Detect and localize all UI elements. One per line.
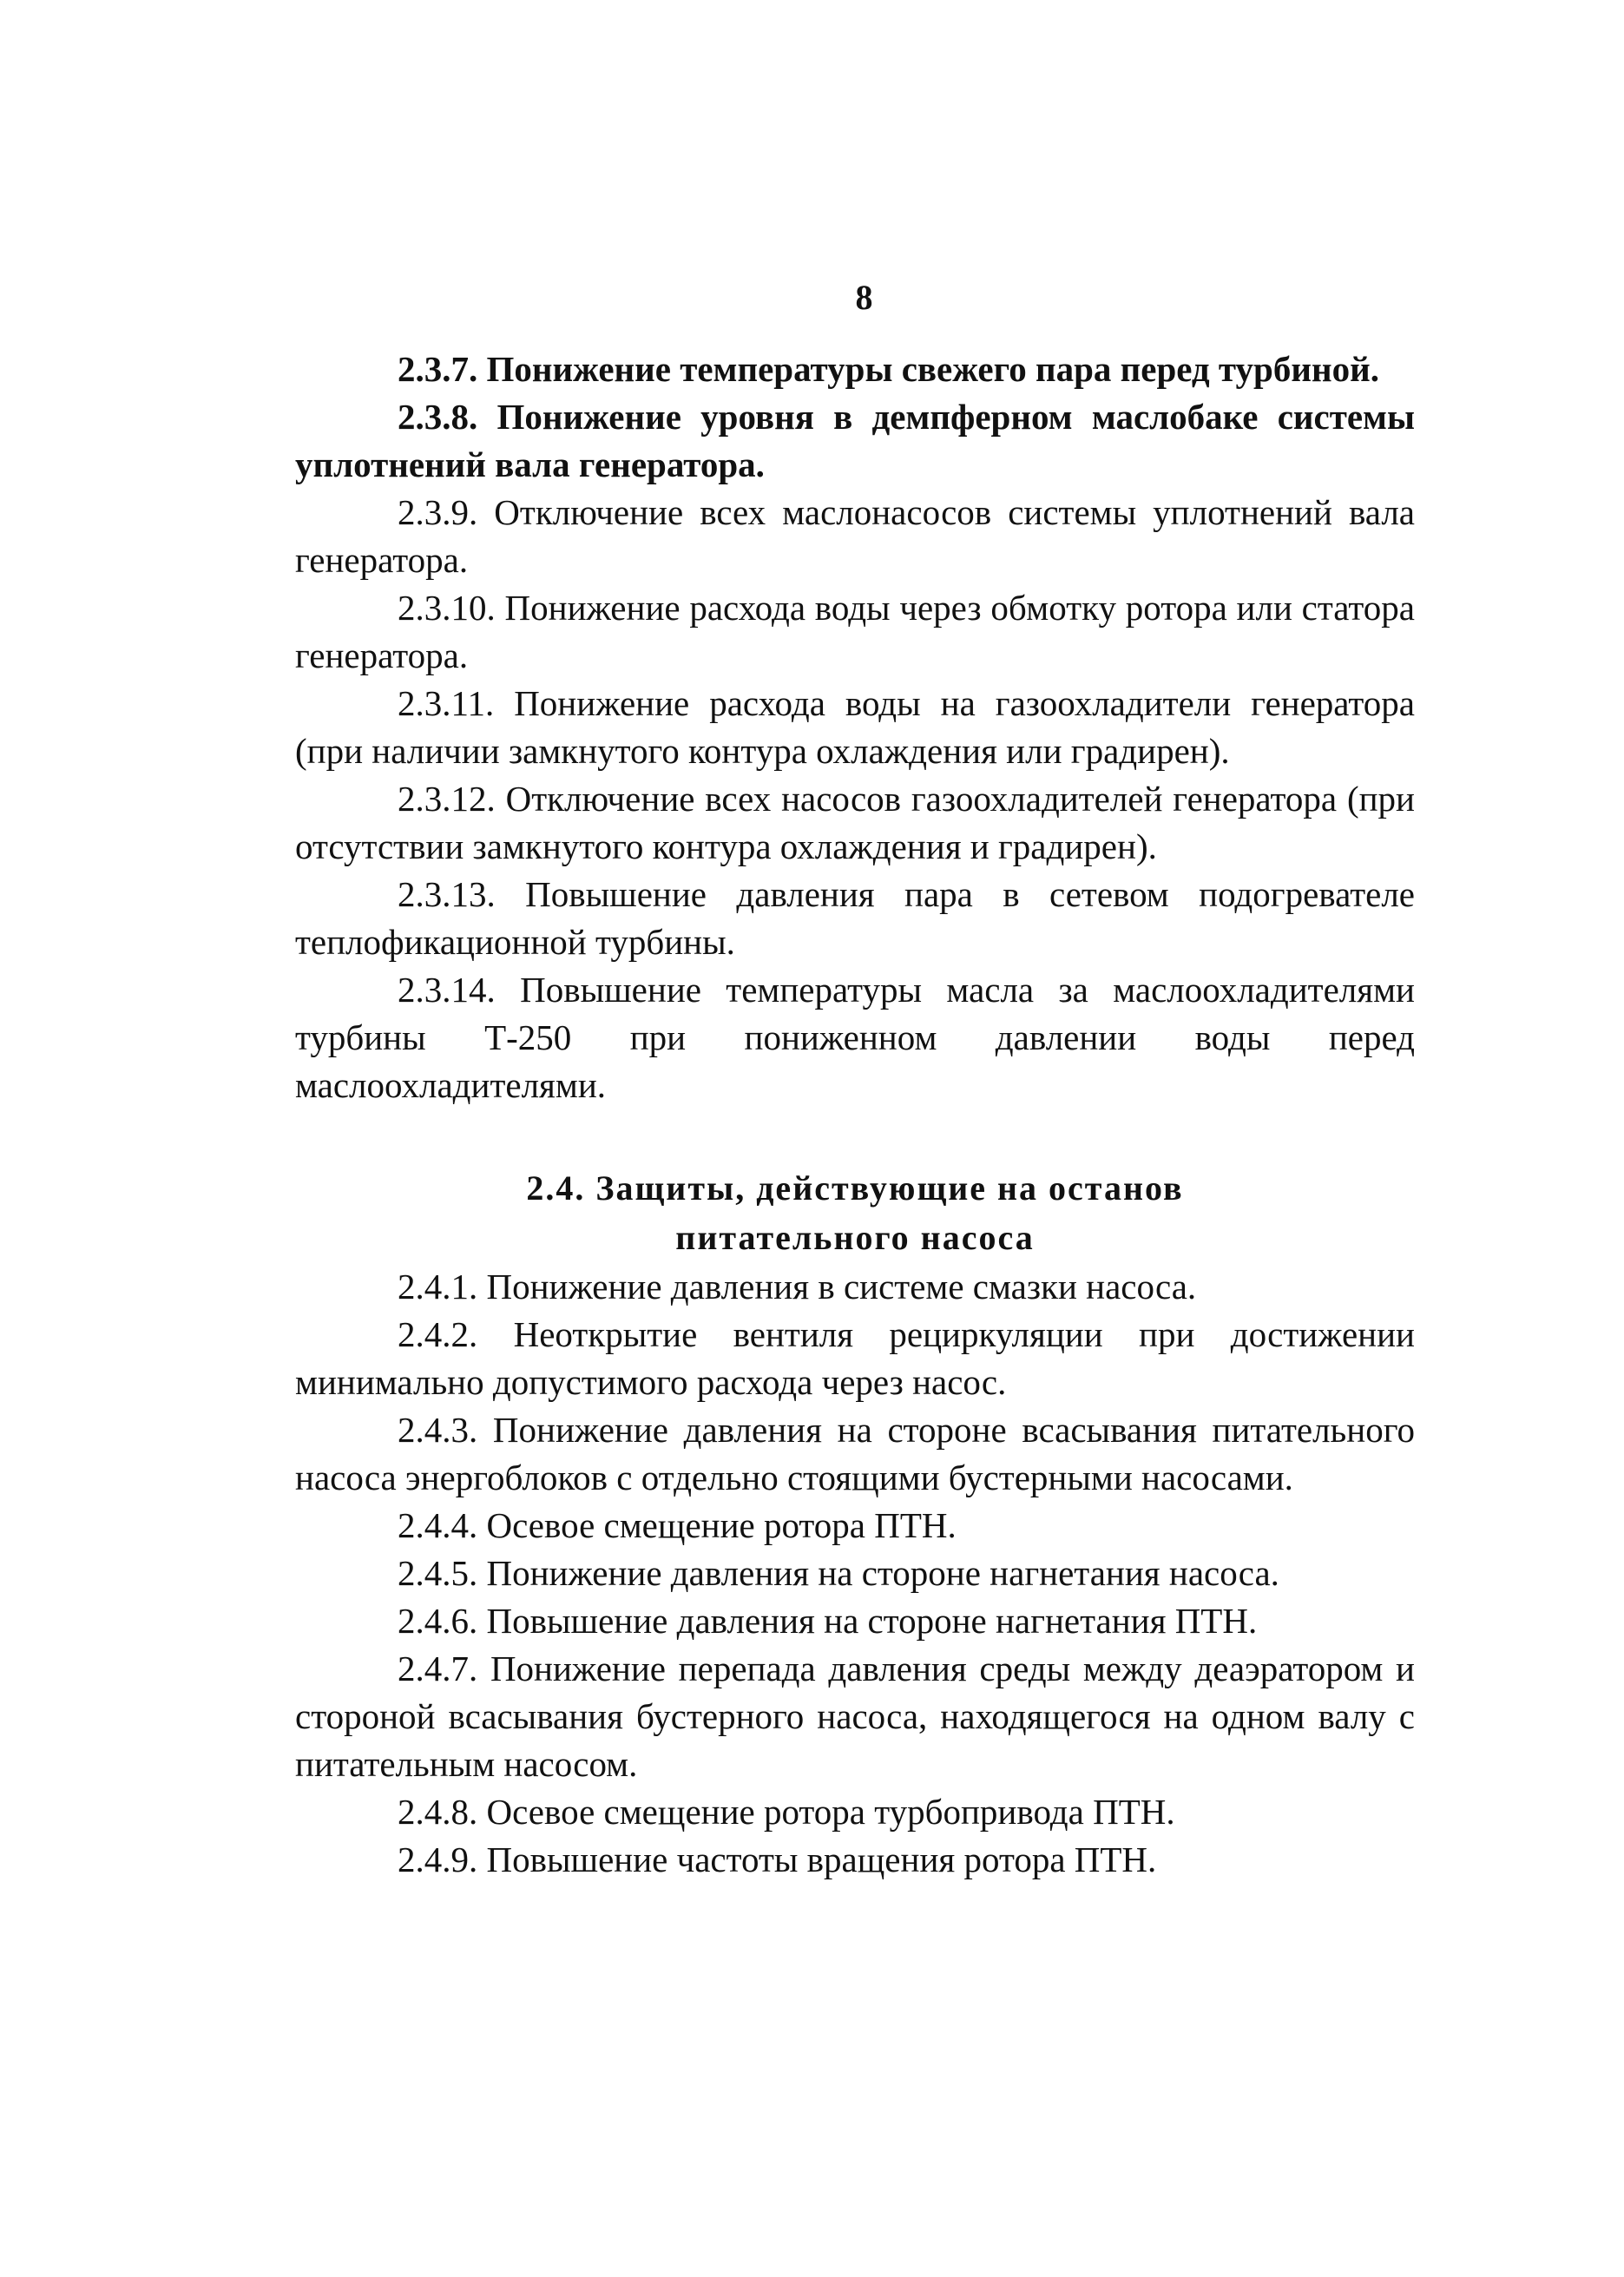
list-item-2-3-7: 2.3.7. Понижение температуры свежего пара перед турбиной. <box>398 349 1379 389</box>
list-item-2-4-3: 2.4.3. Понижение давления на стороне всасывания питательного насоса энергоблоков с отдельно стоящими бустерными насосами. <box>295 1410 1415 1497</box>
list-item-2-3-8: 2.3.8. Понижение уровня в демпферном маслобаке системы уплотнений вала генератора. <box>295 397 1415 484</box>
list-item-2-4-1: 2.4.1. Понижение давления в системе смазки насоса. <box>398 1267 1197 1306</box>
list-item-2-4-9: 2.4.9. Повышение частоты вращения ротора ПТН. <box>398 1839 1157 1879</box>
list-item-2-4-8: 2.4.8. Осевое смещение ротора турбопривода ПТН. <box>398 1792 1175 1832</box>
protection-list-2-3 <box>295 345 1415 1109</box>
list-item-2-3-9: 2.3.9. Отключение всех маслонасосов системы уплотнений вала генератора. <box>295 492 1415 580</box>
list-item-2-4-6: 2.4.6. Повышение давления на стороне нагнетания ПТН. <box>398 1601 1258 1641</box>
section-heading-2-4 <box>295 1163 1415 1262</box>
list-item-2-4-7: 2.4.7. Понижение перепада давления среды между деаэратором и стороной всасывания бустерного насоса, находящегося на одном валу с питательным насосом. <box>295 1649 1415 1784</box>
page-number: 8 <box>855 278 873 317</box>
list-item-2-4-4: 2.4.4. Осевое смещение ротора ПТН. <box>398 1505 957 1545</box>
list-item-2-3-11: 2.3.11. Понижение расхода воды на газоохладители генератора (при наличии замкнутого контура охлаждения или градирен). <box>295 683 1415 771</box>
section-heading-line-2: питательного насоса <box>675 1218 1035 1257</box>
protection-list-2-4 <box>295 1263 1415 1884</box>
list-item-2-4-2: 2.4.2. Неоткрытие вентиля рециркуляции при достижении минимально допустимого расхода через насос. <box>295 1314 1415 1402</box>
section-heading-line-1: 2.4. Защиты, действующие на останов <box>526 1168 1184 1208</box>
list-item-2-3-12: 2.3.12. Отключение всех насосов газоохладителей генератора (при отсутствии замкнутого контура охлаждения и градирен). <box>295 779 1415 866</box>
list-item-2-3-10: 2.3.10. Понижение расхода воды через обмотку ротора или статора генератора. <box>295 588 1415 675</box>
list-item-2-4-5: 2.4.5. Понижение давления на стороне нагнетания насоса. <box>398 1553 1279 1593</box>
list-item-2-3-14: 2.3.14. Повышение температуры масла за маслоохладителями турбины Т-250 при пониженном давлении воды перед маслоохладителями. <box>295 970 1415 1105</box>
list-item-2-3-13: 2.3.13. Повышение давления пара в сетевом подогревателе теплофикационной турбины. <box>295 874 1415 962</box>
